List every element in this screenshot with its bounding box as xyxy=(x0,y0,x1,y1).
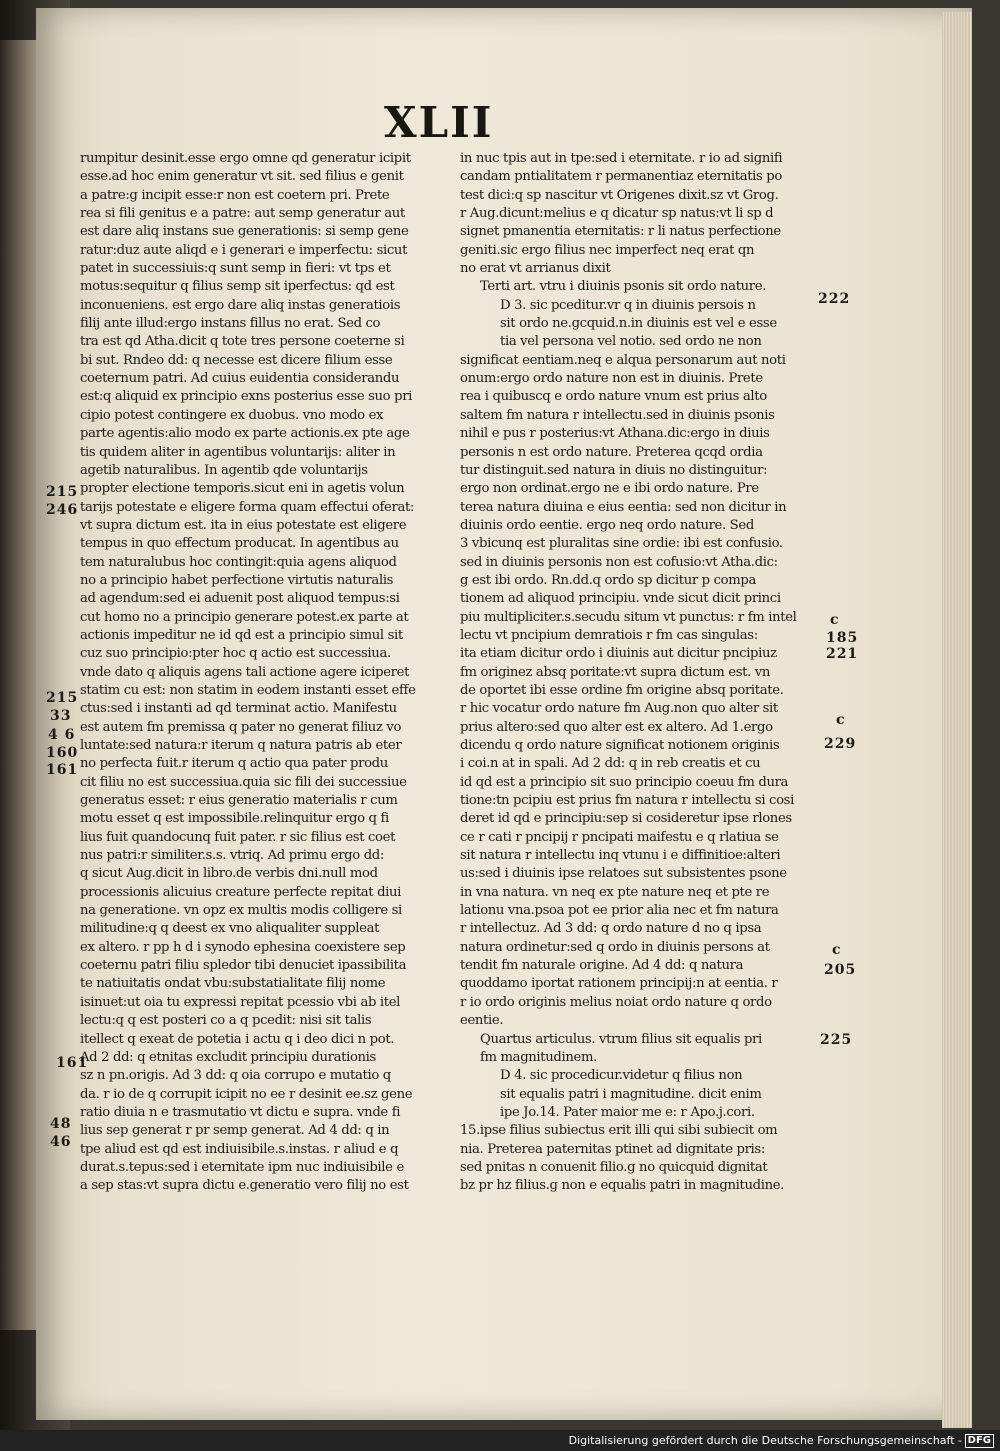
margin-note: 215 xyxy=(46,690,79,706)
margin-note: c xyxy=(836,712,846,728)
text-line: coeternu patri filiu spledor tibi denuciet ipassibilita xyxy=(80,958,407,974)
text-line: tur distinguit.sed natura in diuis no distinguitur: xyxy=(460,462,768,478)
text-line: lectu:q q est posteri co a q pcedit: nisi sit talis xyxy=(80,1013,372,1029)
text-line: actionis impeditur ne id qd est a principio simul sit xyxy=(80,627,403,643)
text-line: ergo non ordinat.ergo ne e ibi ordo nature. Pre xyxy=(460,481,759,497)
text-line: ex altero. r pp h d i synodo ephesina coexistere sep xyxy=(80,939,406,955)
text-line: est:q aliquid ex principio exns posterius esse suo pri xyxy=(80,389,413,405)
margin-note: 205 xyxy=(824,962,857,978)
text-line: piu multipliciter.s.secudu situm vt punctus: r fm intel xyxy=(460,609,797,625)
text-line: ctus:sed i instanti ad qd terminat actio. Manifestu xyxy=(80,701,397,717)
text-line: bi sut. Rndeo dd: q necesse est dicere filium esse xyxy=(80,352,393,368)
text-line: cit filiu no est successiua.quia sic fili dei successiue xyxy=(80,774,407,790)
text-line: tra est qd Atha.dicit q tote tres persone coeterne si xyxy=(80,334,405,350)
text-line: ad agendum:sed ei aduenit post aliquod tempus:si xyxy=(80,591,400,607)
margin-note: 4 6 xyxy=(48,727,76,743)
text-line: 15.ipse filius subiectus erit illi qui sibi subiecit om xyxy=(460,1123,778,1139)
margin-note: 246 xyxy=(46,502,79,518)
text-line: cut homo no a principio generare potest.ex parte at xyxy=(80,609,409,625)
margin-note: 161 xyxy=(56,1055,89,1071)
text-line: coeternum patri. Ad cuius euidentia considerandu xyxy=(80,371,400,387)
text-line: g est ibi ordo. Rn.dd.q ordo sp dicitur p compa xyxy=(460,572,756,588)
text-line: sit ordo ne.gcquid.n.in diuinis est vel e esse xyxy=(500,316,777,332)
text-line: onum:ergo ordo nature non est in diuinis. Prete xyxy=(460,371,763,387)
text-line: q sicut Aug.dicit in libro.de verbis dni.null mod xyxy=(80,866,378,882)
text-line: dicendu q ordo nature significat notionem originis xyxy=(460,738,780,753)
text-line: vnde dato q aliquis agens tali actione agere iciperet xyxy=(80,664,410,680)
text-line: tis quidem aliter in agentibus voluntarijs: aliter in xyxy=(80,444,396,460)
text-line: tionem ad aliquod principiu. vnde sicut dicit princi xyxy=(460,591,781,607)
funding-notice: Digitalisierung gefördert durch die Deutsche Forschungsgemeinschaft - xyxy=(568,1434,962,1447)
text-line: processionis alicuius creature perfecte repitat diui xyxy=(80,884,402,900)
text-line: est autem fm premissa q pater no generat filiuz vo xyxy=(80,719,402,735)
text-line: generatus esset: r eius generatio materialis r cum xyxy=(80,793,398,809)
text-line: filij ante illud:ergo instans fillus no erat. Sed co xyxy=(80,316,381,332)
text-line: no perfecta fuit.r iterum q actio qua pater produ xyxy=(80,756,388,772)
text-line: lationu vna.psoa pot ee prior alia nec et fm natura xyxy=(460,903,779,919)
text-line: cipio potest contingere ex duobus. vno modo ex xyxy=(80,407,384,423)
text-line: ce r cati r pncipij r pncipati maifestu e q rlatiua se xyxy=(460,829,779,845)
text-line: terea natura diuina e eius eentia: sed non dicitur in xyxy=(460,499,787,515)
margin-note: 185 xyxy=(826,630,859,646)
text-line: nus patri:r similiter.s.s. vtriq. Ad primu ergo dd: xyxy=(80,848,384,864)
text-line: luntate:sed natura:r iterum q natura patris ab eter xyxy=(80,738,402,753)
dfg-logo: DFG xyxy=(965,1434,994,1448)
text-line: no a principio habet perfectione virtutis naturalis xyxy=(80,572,394,588)
text-line: sz n pn.origis. Ad 3 dd: q oia corrupo e mutatio q xyxy=(80,1068,391,1084)
text-line: tendit fm naturale origine. Ad 4 dd: q natura xyxy=(460,958,744,974)
text-line: nihil e pus r posterius:vt Athana.dic:ergo in diuis xyxy=(460,426,770,442)
text-line: fm magnitudinem. xyxy=(480,1049,597,1065)
text-line: nia. Preterea paternitas ptinet ad dignitate pris: xyxy=(460,1141,765,1157)
text-line: statim cu est: non statim in eodem instanti esset effe xyxy=(80,682,416,698)
text-line: Ad 2 dd: q etnitas excludit principiu durationis xyxy=(80,1049,376,1065)
text-line: bz pr hz filius.g non e equalis patri in magnitudine. xyxy=(460,1178,785,1194)
text-line: sed pnitas n conuenit filio.g no quicquid dignitat xyxy=(460,1159,768,1175)
text-line: rumpitur desinit.esse ergo omne qd generatur icipit xyxy=(80,151,411,166)
page-stack-edge xyxy=(942,12,972,1428)
text-line: r hic vocatur ordo nature fm Aug.non quo alter sit xyxy=(460,701,778,717)
text-line: id qd est a principio sit suo principio coeuu fm dura xyxy=(460,774,789,790)
text-line: parte agentis:alio modo ex parte actionis.ex pte age xyxy=(80,426,410,442)
text-line: rea si fili genitus e a patre: aut semp generatur aut xyxy=(80,206,405,222)
text-line: significat eentiam.neq e alqua personarum aut noti xyxy=(460,352,786,368)
margin-note: 48 xyxy=(50,1116,72,1132)
left-text-column xyxy=(80,150,450,1196)
margin-note: c xyxy=(830,612,840,628)
text-line: tpe aliud est qd est indiuisibile.s.instas. r aliud e q xyxy=(80,1141,399,1157)
text-line: motu esset q est impossibile.relinquitur ergo q fi xyxy=(80,811,389,827)
text-line: candam pntialitatem r permanentiaz eternitatis po xyxy=(460,169,782,185)
text-line: sed in diuinis personis non est cofusio:vt Atha.dic: xyxy=(460,554,778,570)
text-line: Quartus articulus. vtrum filius sit equalis pri xyxy=(480,1031,762,1047)
text-line: inconueniens. est ergo dare aliq instas generatiois xyxy=(80,297,401,313)
text-line: da. r io de q corrupit icipit no ee r desinit ee.sz gene xyxy=(80,1086,413,1102)
text-line: de oportet ibi esse ordine fm origine absq poritate. xyxy=(460,682,784,698)
text-line: na generatione. vn opz ex multis modis colligere si xyxy=(80,903,402,919)
margin-note: 229 xyxy=(824,736,857,752)
text-line: eentie. xyxy=(460,1013,504,1029)
text-line: esse.ad hoc enim generatur vt sit. sed filius e genit xyxy=(80,169,404,185)
text-line: rea i quibuscq e ordo nature vnum est prius alto xyxy=(460,389,767,405)
text-line: itellect q exeat de potetia i actu q i deo dici n pot. xyxy=(80,1031,395,1047)
text-line: est dare aliq instans sue generationis: si semp gene xyxy=(80,224,409,240)
margin-note: 160 xyxy=(46,745,79,761)
margin-note: 215 xyxy=(46,484,79,500)
margin-note: 33 xyxy=(50,708,72,724)
text-line: ratur:duz aute aliqd e i generari e imperfectu: sicut xyxy=(80,242,408,258)
text-line: lectu vt pncipium demratiois r fm cas singulas: xyxy=(460,627,758,643)
text-line: diuinis ordo eentie. ergo neq ordo nature. Sed xyxy=(460,517,754,533)
text-line: deret id qd e principiu:sep si cosideretur ipse rlones xyxy=(460,811,792,827)
text-line: militudine:q q deest ex vno aliqualiter suppleat xyxy=(80,921,380,937)
margin-note: c xyxy=(832,942,842,958)
text-line: lius sep generat r pr semp generat. Ad 4 dd: q in xyxy=(80,1123,390,1139)
text-line: a patre:g incipit esse:r non est coetern pri. Prete xyxy=(80,187,390,203)
right-text-column xyxy=(460,150,822,1196)
text-line: in vna natura. vn neq ex pte nature neq et pte re xyxy=(460,884,770,900)
margin-note: 161 xyxy=(46,762,79,778)
text-line: natura ordinetur:sed q ordo in diuinis persons at xyxy=(460,939,770,955)
text-line: vt supra dictum est. ita in eius potestate est eligere xyxy=(80,517,407,533)
text-line: propter electione temporis.sicut eni in agetis volun xyxy=(80,481,405,497)
text-line: i coi.n at in spali. Ad 2 dd: q in reb creatis et cu xyxy=(460,756,761,772)
text-line: signet pmanentia eternitatis: r li natus perfectione xyxy=(460,224,781,240)
text-line: motus:sequitur q filius semp sit iperfectus: qd est xyxy=(80,279,395,295)
margin-note: 221 xyxy=(826,646,859,662)
text-line: personis n est ordo nature. Preterea qcqd ordia xyxy=(460,444,763,460)
text-line: D 4. sic procedicur.videtur q filius non xyxy=(500,1068,743,1084)
text-line: test dici:q sp nascitur vt Origenes dixit.sz vt Grog. xyxy=(460,187,779,203)
text-line: a sep stas:vt supra dictu e.generatio vero filij no est xyxy=(80,1178,409,1194)
text-line: Terti art. vtru i diuinis psonis sit ordo nature. xyxy=(480,279,767,295)
text-line: tem naturalubus hoc contingit:quia agens aliquod xyxy=(80,554,397,570)
text-line: te natiuitatis ondat vbu:substatialitate filij nome xyxy=(80,976,386,992)
text-line: ipe Jo.14. Pater maior me e: r Apo.j.cori. xyxy=(500,1104,755,1120)
text-line: sit equalis patri i magnitudine. dicit enim xyxy=(500,1086,762,1102)
text-line: us:sed i diuinis ipse relatoes sut subsistentes psone xyxy=(460,866,787,882)
text-line: no erat vt arrianus dixit xyxy=(460,261,611,277)
text-line: r intellectuz. Ad 3 dd: q ordo nature d no q ipsa xyxy=(460,921,762,937)
text-line: cuz suo principio:pter hoc q actio est successiua. xyxy=(80,646,391,662)
text-line: tempus in quo effectum producat. In agentibus au xyxy=(80,536,399,552)
text-line: D 3. sic pceditur.vr q in diuinis persois n xyxy=(500,297,756,313)
text-line: r Aug.dicunt:melius e q dicatur sp natus:vt li sp d xyxy=(460,206,774,222)
text-line: isinuet:ut oia tu expressi repitat pcessio vbi ab itel xyxy=(80,994,401,1010)
text-line: durat.s.tepus:sed i eternitate ipm nuc indiuisibile e xyxy=(80,1159,404,1175)
text-line: tia vel persona vel notio. sed ordo ne non xyxy=(500,334,762,350)
text-line: tione:tn pcipiu est prius fm natura r intellectu si cosi xyxy=(460,793,794,809)
folio-number: XLII xyxy=(384,98,494,147)
footer-bar xyxy=(0,1430,1000,1451)
margin-note: 222 xyxy=(818,291,851,307)
margin-note: 46 xyxy=(50,1134,72,1150)
text-line: tarijs potestate e eligere forma quam effectui oferat: xyxy=(80,499,414,515)
text-line: ita etiam dicitur ordo i diuinis aut dicitur pncipiuz xyxy=(460,646,777,662)
text-line: in nuc tpis aut in tpe:sed i eternitate. r io ad signifi xyxy=(460,151,783,166)
text-line: prius altero:sed quo alter est ex altero. Ad 1.ergo xyxy=(460,719,773,735)
text-line: r io ordo originis melius noiat ordo nature q ordo xyxy=(460,994,772,1010)
text-line: saltem fm natura r intellectu.sed in diuinis psonis xyxy=(460,407,775,423)
text-line: geniti.sic ergo filius nec imperfect neq erat qn xyxy=(460,242,755,258)
text-line: sit natura r intellectu inq vtunu i e diffinitioe:alteri xyxy=(460,848,781,864)
margin-note: 225 xyxy=(820,1032,853,1048)
text-line: agetib naturalibus. In agentib qde voluntarijs xyxy=(80,462,368,478)
text-line: quoddamo iportat rationem principij:n at eentia. r xyxy=(460,976,778,992)
text-line: 3 vbicunq est pluralitas sine ordie: ibi est confusio. xyxy=(460,536,783,552)
text-line: lius fuit quandocunq fuit pater. r sic filius est coet xyxy=(80,829,396,845)
text-line: patet in successiuis:q sunt semp in fieri: vt tps et xyxy=(80,261,391,277)
text-line: ratio diuia n e trasmutatio vt dictu e supra. vnde fi xyxy=(80,1104,401,1120)
text-line: fm originez absq poritate:vt supra dictum est. vn xyxy=(460,664,771,680)
